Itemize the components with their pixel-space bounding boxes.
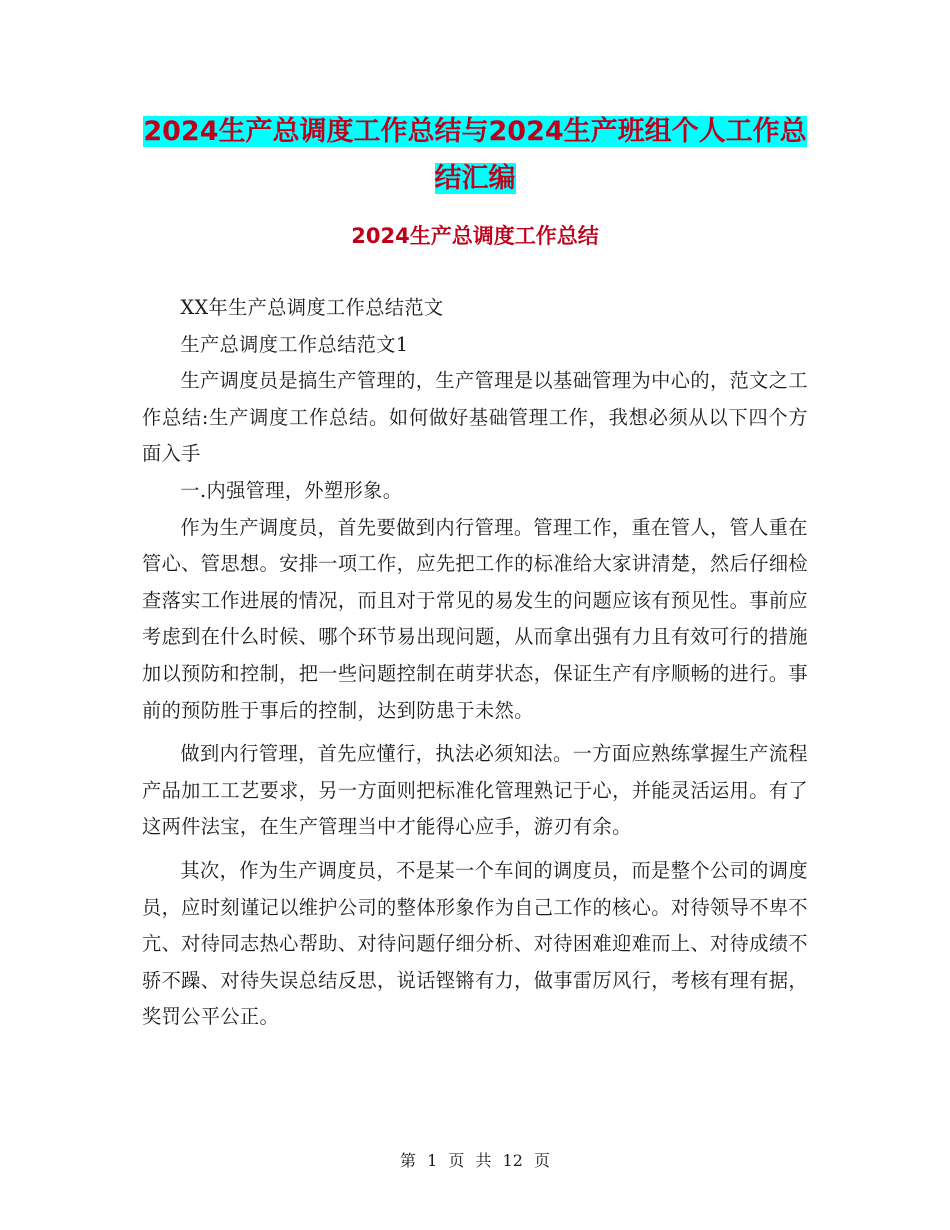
section-title: 2024生产总调度工作总结 [351,224,599,248]
document-title-highlight: 2024生产总调度工作总结与2024生产班组个人工作总结汇编 [143,116,807,194]
paragraph-3: 生产调度员是搞生产管理的，生产管理是以基础管理为中心的，范文之工作总结:生产调度工作总结。如何做好基础管理工作，我想必须从以下四个方面入手 [142,369,808,466]
paragraph-7: 其次，作为生产调度员，不是某一个车间的调度员，而是整个公司的调度员，应时刻谨记以维护公司的整体形象作为自己工作的核心。对待领导不卑不亢、对待同志热心帮助、对待问题仔细分析、对待困难迎难而上、对待成绩不骄不躁、对待失误总结反思，说话铿锵有力，做事雷厉风行，考核有理有据，奖罚公平公正。 [142,858,808,1029]
page-footer: 第 1 页 共 12 页 [400,1151,550,1170]
paragraph-2: 生产总调度工作总结范文1 [180,332,409,356]
paragraph-6: 做到内行管理，首先应懂行，执法必须知法。一方面应熟练掌握生产流程产品加工工艺要求，另一方面则把标准化管理熟记于心，并能灵活运用。有了这两件法宝，在生产管理当中才能得心应手，游刃有余。 [142,742,808,839]
paragraph-5: 作为生产调度员，首先要做到内行管理。管理工作，重在管人，管人重在管心、管思想。安排一项工作，应先把工作的标准给大家讲清楚，然后仔细检查落实工作进展的情况，而且对于常见的易发生的问题应该有预见性。事前应考虑到在什么时候、哪个环节易出现问题，从而拿出强有力且有效可行的措施加以预防和控制，把一些问题控制在萌芽状态，保证生产有序顺畅的进行。事前的预防胜于事后的控制，达到防患于未然。 [142,515,808,722]
paragraph-4: 一.内强管理，外塑形象。 [180,478,403,502]
document-title [140,108,810,202]
document-body [142,290,808,1036]
paragraph-1: XX年生产总调度工作总结范文 [180,296,444,319]
